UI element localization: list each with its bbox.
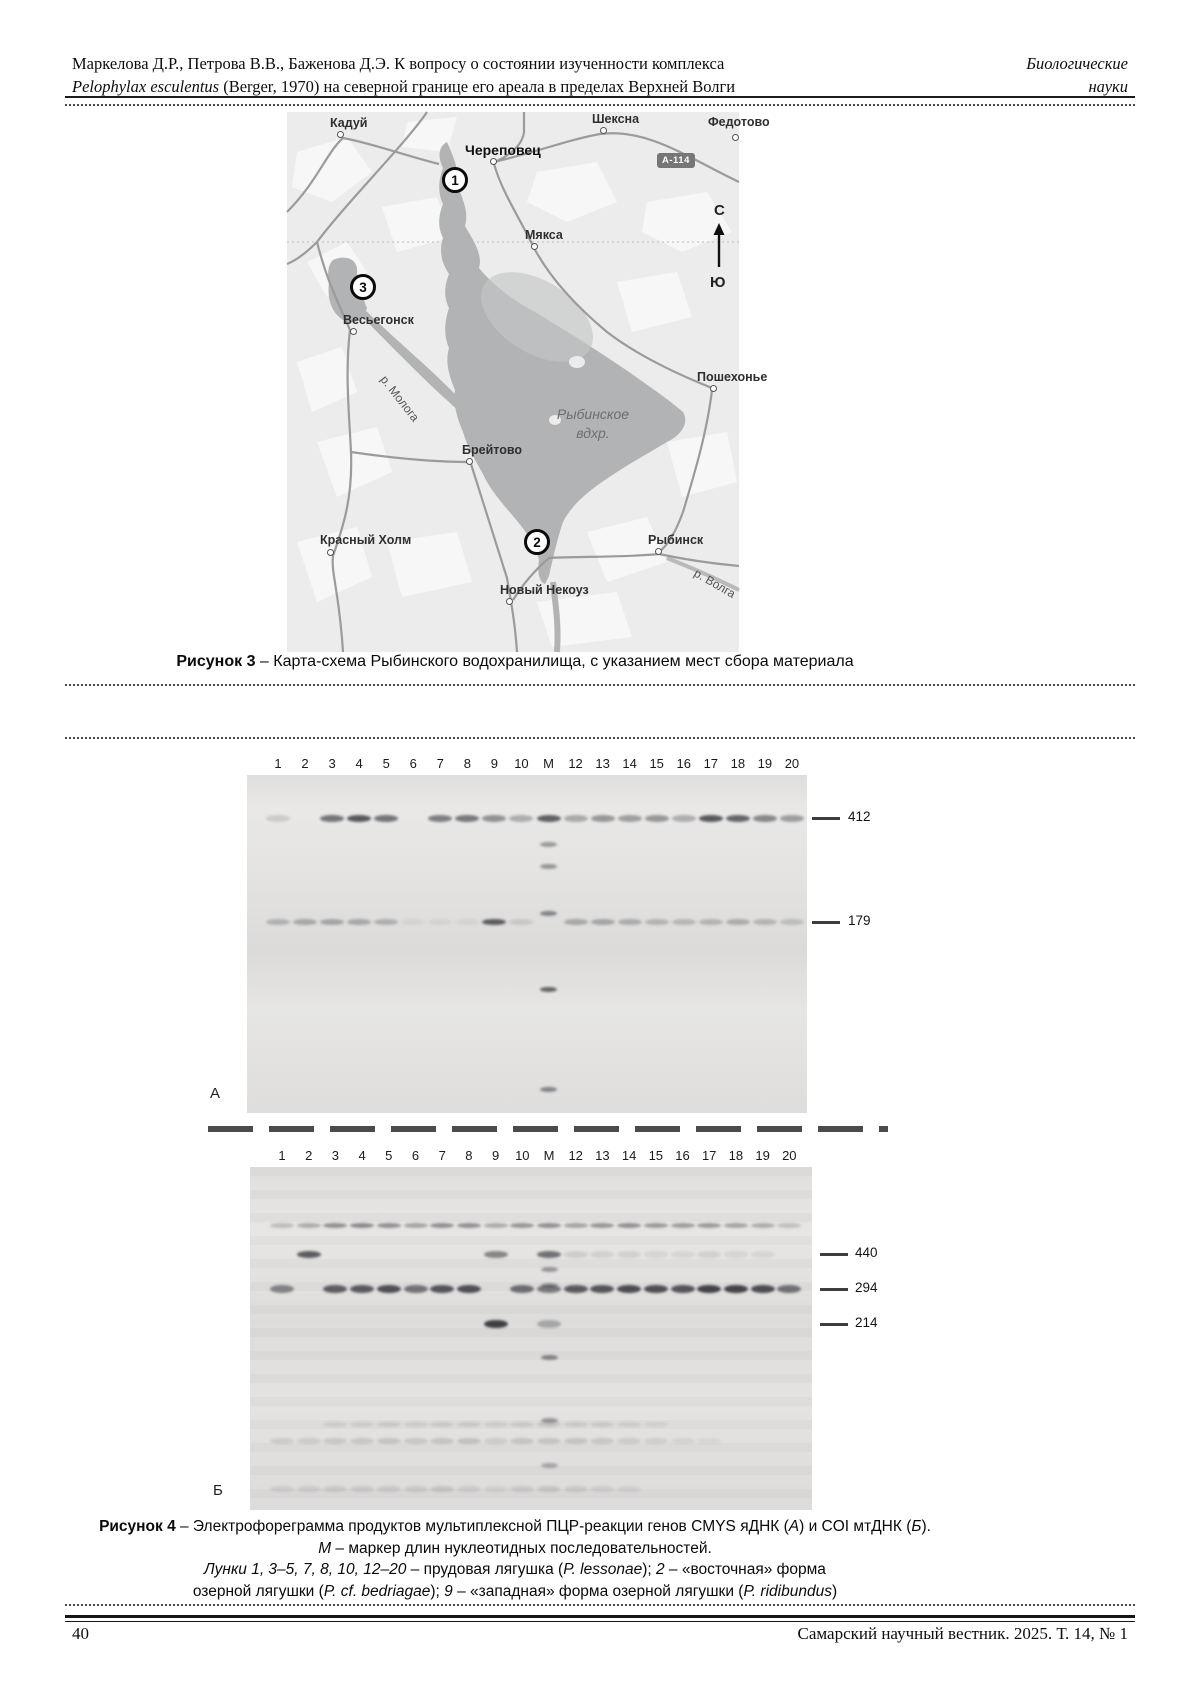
- map-town-dot: [531, 243, 538, 250]
- map-river-label: р. Волга: [691, 565, 738, 601]
- gel-band: [590, 1486, 614, 1492]
- figure4-caption-line3: [60, 1559, 970, 1581]
- header-line2: [72, 75, 872, 98]
- island: [569, 356, 585, 368]
- gel-band: [590, 1438, 614, 1444]
- gel-band: [323, 1438, 347, 1444]
- text-run: – «западная» форма озерной лягушки (: [452, 1582, 744, 1600]
- gel-band: [484, 1251, 508, 1258]
- gel-band: [644, 1223, 668, 1228]
- gel-band: [644, 1251, 668, 1258]
- gel-band: [590, 1251, 614, 1258]
- gel-band: [726, 815, 750, 822]
- figure4-caption: [60, 1516, 970, 1602]
- gel-band: [510, 1422, 534, 1427]
- footer-rule: [65, 1615, 1135, 1622]
- gel-band: [270, 1285, 294, 1293]
- size-marker-tick: [820, 1253, 848, 1256]
- lane-label: 15: [648, 1148, 664, 1163]
- gel-band: [537, 815, 561, 822]
- lane-label: 20: [784, 756, 800, 771]
- map-town-label: Череповец: [465, 142, 541, 158]
- gel-band: [617, 1285, 641, 1293]
- map-town-label: Федотово: [708, 115, 770, 129]
- section-dotted-rule-2: [65, 737, 1135, 739]
- gel-band: [455, 919, 479, 925]
- text-run: – «восточная» форма: [664, 1561, 826, 1578]
- size-marker-tick: [820, 1288, 848, 1291]
- map-town-dot: [600, 127, 607, 134]
- gel-band: [377, 1223, 401, 1228]
- gel-band: [484, 1320, 508, 1328]
- map-town-label: Весьегонск: [343, 313, 414, 327]
- compass-north-label: С: [714, 202, 725, 219]
- gel-band: [671, 1223, 695, 1228]
- map-town-dot: [327, 549, 334, 556]
- gel-band: [350, 1422, 374, 1427]
- gel-band: [266, 815, 290, 822]
- gel-band: [457, 1486, 481, 1492]
- gel-band: [297, 1223, 321, 1228]
- gel-band: [350, 1438, 374, 1444]
- lane-label: 9: [490, 756, 499, 771]
- gel-band: [564, 1223, 588, 1228]
- map-town-label: Красный Холм: [320, 533, 412, 547]
- lane-label: 7: [438, 1148, 446, 1163]
- gel-band: [697, 1438, 721, 1444]
- gel-band: [780, 919, 804, 925]
- text-run: озерной лягушки (: [192, 1582, 324, 1600]
- gel-band: [455, 815, 479, 822]
- gel-band: [591, 919, 615, 925]
- map-river-label: р. Молога: [377, 372, 423, 425]
- gel-band: [484, 1486, 508, 1492]
- gel-band: [537, 1438, 561, 1444]
- gel-band: [457, 1438, 481, 1444]
- lane-label: 20: [782, 1148, 797, 1163]
- gel-band: [266, 919, 290, 925]
- gel-band: [377, 1438, 401, 1444]
- gel-band: [697, 1223, 721, 1228]
- gel-band: [510, 1438, 534, 1444]
- text-run: М: [318, 1539, 332, 1557]
- gel-band: [377, 1486, 401, 1492]
- collection-site-marker-3: 3: [350, 274, 376, 300]
- header-section-line1: Биологические: [1026, 54, 1128, 73]
- gel-band: [777, 1223, 801, 1228]
- gel-band: [751, 1251, 775, 1258]
- gel-band: [270, 1223, 294, 1228]
- lane-label: 7: [436, 756, 444, 771]
- lane-label: 9: [491, 1148, 500, 1163]
- reservoir-label: Рыбинское вдхр.: [556, 406, 630, 441]
- gel-band: [541, 1267, 558, 1272]
- gel-band: [777, 1285, 801, 1293]
- gel-band: [564, 1422, 588, 1427]
- gel-band: [753, 815, 777, 822]
- map-town-dot: [466, 458, 473, 465]
- gel-band: [751, 1285, 775, 1293]
- gel-band: [645, 919, 669, 925]
- collection-site-marker-2: 2: [524, 529, 550, 555]
- size-marker-tick: [812, 921, 840, 924]
- gel-b-image: [250, 1167, 812, 1510]
- size-marker-tick: [812, 817, 840, 820]
- gel-band: [617, 1438, 641, 1444]
- gel-band: [347, 815, 371, 822]
- lane-label: 14: [622, 756, 637, 771]
- lane-label: 6: [409, 756, 417, 771]
- text-run: – Карта-схема Рыбинского водохранилища, с указанием мест сбора материала: [255, 653, 854, 670]
- gel-band: [404, 1438, 428, 1444]
- gel-panel-b-figure: [213, 1148, 878, 1510]
- gel-band: [428, 919, 452, 925]
- gel-panel-letter: А: [210, 1085, 221, 1102]
- text-run: А: [788, 1518, 800, 1535]
- map-town-label: Брейтово: [462, 443, 523, 457]
- gel-band: [724, 1251, 748, 1258]
- gel-band: [457, 1285, 481, 1293]
- text-run: Рисунок 3: [176, 653, 256, 670]
- gel-band: [404, 1285, 428, 1293]
- gel-band: [618, 919, 642, 925]
- gel-band: [350, 1285, 374, 1293]
- gel-band: [780, 815, 804, 822]
- gel-band: [297, 1438, 321, 1444]
- lane-label: 3: [328, 756, 336, 771]
- lane-label: M: [543, 756, 554, 771]
- road-badge-a114: А-114: [657, 153, 695, 168]
- text-run: );: [642, 1561, 656, 1578]
- gel-band: [297, 1486, 321, 1492]
- header-section: [900, 52, 1128, 98]
- gel-band: [509, 815, 533, 822]
- gel-band: [617, 1251, 641, 1258]
- gel-band: [430, 1422, 454, 1427]
- compass-arrow-icon: [712, 223, 726, 269]
- text-run: P. ridibundus: [743, 1582, 832, 1600]
- gel-band: [564, 1438, 588, 1444]
- gel-band: [617, 1422, 641, 1427]
- gel-band: [541, 1355, 558, 1360]
- size-marker-label: 214: [855, 1315, 878, 1331]
- lane-label: 10: [515, 1148, 530, 1163]
- lane-label: 13: [595, 1148, 610, 1163]
- gel-band: [350, 1223, 374, 1228]
- gel-band: [699, 815, 723, 822]
- gel-band: [401, 919, 425, 925]
- lane-label: 12: [568, 756, 583, 771]
- lane-label: 19: [757, 756, 773, 771]
- header-dotted-rule: [65, 104, 1135, 106]
- text-run: ).: [921, 1518, 931, 1535]
- lane-label: 19: [755, 1148, 770, 1163]
- gel-band: [323, 1422, 347, 1427]
- map-town-dot: [655, 548, 662, 555]
- gel-band: [671, 1285, 695, 1293]
- gel-band: [320, 815, 344, 822]
- gel-band: [541, 1283, 558, 1288]
- size-marker-label: 412: [848, 809, 871, 825]
- gel-band: [644, 1285, 668, 1293]
- gel-band: [377, 1285, 401, 1293]
- lane-label: 18: [728, 1148, 744, 1163]
- page-number: 40: [72, 1624, 89, 1643]
- lane-label: 4: [358, 1148, 366, 1163]
- gel-band: [644, 1438, 668, 1444]
- text-run: Pelophylax esculentus: [72, 77, 220, 96]
- gel-band: [671, 1251, 695, 1258]
- size-marker-label: 294: [855, 1280, 878, 1296]
- map-town-label: Кадуй: [330, 116, 368, 130]
- gel-band: [540, 987, 557, 992]
- lane-label: 3: [331, 1148, 340, 1163]
- lane-label: 6: [411, 1148, 420, 1163]
- gel-band: [374, 919, 398, 925]
- gel-a-image: [247, 775, 807, 1113]
- gel-band: [540, 1087, 557, 1092]
- gel-divider-dashes: [208, 1126, 888, 1132]
- map-town-dot: [350, 328, 357, 335]
- gel-band: [320, 919, 344, 925]
- figure4-caption-line1: [60, 1516, 970, 1538]
- gel-band: [564, 1486, 588, 1492]
- lane-label: 5: [385, 1148, 393, 1163]
- gel-band: [540, 864, 557, 869]
- lane-label: 5: [382, 756, 390, 771]
- gel-band: [751, 1223, 775, 1228]
- map-town-label: Новый Некоуз: [500, 583, 589, 597]
- figure4-caption-line2: [60, 1538, 970, 1560]
- gel-band: [590, 1223, 614, 1228]
- size-marker-label: 179: [848, 913, 871, 929]
- gel-band: [457, 1422, 481, 1427]
- gel-band: [430, 1223, 454, 1228]
- header-author-title: [72, 52, 872, 98]
- text-run: – маркер длин нуклеотидных последовательностей.: [331, 1539, 712, 1557]
- lane-label: 1: [278, 1148, 286, 1163]
- header-section-line2: науки: [1088, 77, 1128, 96]
- lane-label: 16: [676, 756, 691, 771]
- text-run: );: [430, 1582, 445, 1600]
- map-town-label: Пошехонье: [697, 370, 768, 384]
- lane-label: 4: [355, 756, 363, 771]
- lane-label: 14: [621, 1148, 637, 1163]
- map-town-dot: [337, 131, 344, 138]
- gel-band: [671, 1438, 695, 1444]
- gel-band: [537, 1223, 561, 1228]
- text-run: ): [831, 1582, 838, 1600]
- lane-label: 1: [274, 756, 282, 771]
- gel-band: [753, 919, 777, 925]
- gel-band: [350, 1486, 374, 1492]
- gel-band: [509, 919, 533, 925]
- gel-panel-a-figure: [210, 756, 871, 1113]
- gel-band: [724, 1285, 748, 1293]
- gel-band: [430, 1438, 454, 1444]
- gel-band: [672, 815, 696, 822]
- gel-band: [484, 1438, 508, 1444]
- text-run: ) и COI мтДНК (: [799, 1518, 912, 1535]
- text-run: 9: [444, 1582, 453, 1600]
- gel-band: [617, 1223, 641, 1228]
- lane-label: 15: [649, 756, 664, 771]
- map-svg: [287, 112, 739, 652]
- gel-band: [537, 1251, 561, 1258]
- text-run: Б: [911, 1518, 922, 1535]
- gel-band: [540, 911, 557, 916]
- gel-band: [510, 1285, 534, 1293]
- gel-band: [457, 1223, 481, 1228]
- gel-band: [590, 1422, 614, 1427]
- lane-label: 8: [463, 756, 471, 771]
- gel-band: [564, 1251, 588, 1258]
- text-run: – прудовая лягушка (: [406, 1561, 564, 1578]
- gel-band: [270, 1438, 294, 1444]
- gel-band: [672, 919, 696, 925]
- gel-band: [482, 919, 506, 925]
- gel-panel-letter: Б: [213, 1482, 223, 1499]
- lane-label: 8: [465, 1148, 473, 1163]
- gel-band: [484, 1422, 508, 1427]
- size-marker-tick: [820, 1323, 848, 1326]
- gel-band: [541, 1463, 558, 1468]
- text-run: 1, 3–5, 7, 8, 10, 12–20: [251, 1561, 407, 1578]
- gel-band: [323, 1285, 347, 1293]
- gel-band: [644, 1422, 668, 1427]
- text-run: Маркелова Д.Р., Петрова В.В., Баженова Д.Э. К вопросу о состоянии изученности комплекса: [72, 54, 725, 73]
- figure4-caption-line4: [60, 1581, 970, 1603]
- gel-band: [404, 1223, 428, 1228]
- gel-band: [537, 1486, 561, 1492]
- lane-label: 16: [675, 1148, 690, 1163]
- gel-band: [323, 1486, 347, 1492]
- gel-band: [428, 815, 452, 822]
- gel-band: [726, 919, 750, 925]
- size-marker-label: 440: [855, 1245, 878, 1261]
- footer-dotted-rule: [65, 1604, 1135, 1606]
- gel-band: [617, 1486, 641, 1492]
- map-town-dot: [732, 134, 739, 141]
- lane-label: 13: [595, 756, 610, 771]
- gel-band: [699, 919, 723, 925]
- text-run: (Berger, 1970) на северной границе его ареала в пределах Верхней Волги: [219, 77, 736, 96]
- gel-band: [347, 919, 371, 925]
- gel-band: [293, 919, 317, 925]
- gel-band: [430, 1486, 454, 1492]
- gel-band: [618, 815, 642, 822]
- gel-band: [537, 1320, 561, 1328]
- gel-band: [482, 815, 506, 822]
- text-run: Рисунок 4: [99, 1518, 176, 1535]
- lane-label: 2: [305, 1148, 313, 1163]
- text-run: – Электрофореграмма продуктов мультиплексной ПЦР-реакции генов CMYS яДНК (: [175, 1518, 789, 1535]
- gel-band: [540, 842, 557, 847]
- text-run: P. cf. bedriagae: [323, 1582, 431, 1600]
- gel-band: [564, 919, 588, 925]
- map-town-label: Рыбинск: [648, 533, 704, 547]
- map-town-dot: [710, 385, 717, 392]
- map-town-dot: [506, 598, 513, 605]
- header-rule: [65, 96, 1135, 98]
- journal-footer: Самарский научный вестник. 2025. Т. 14, № 1: [797, 1624, 1128, 1643]
- section-dotted-rule-1: [65, 684, 1135, 686]
- gel-band: [697, 1251, 721, 1258]
- gel-band: [374, 815, 398, 822]
- map-town-label: Мякса: [525, 228, 563, 242]
- gel-band: [430, 1285, 454, 1293]
- lane-label: 18: [730, 756, 746, 771]
- map-figure: [287, 112, 770, 652]
- lane-label: 10: [514, 756, 529, 771]
- gel-band: [697, 1285, 721, 1293]
- gel-band: [590, 1285, 614, 1293]
- text-run: Лунки: [204, 1561, 252, 1578]
- lane-label: 17: [703, 756, 719, 771]
- lane-label: 17: [701, 1148, 717, 1163]
- gel-band: [510, 1223, 534, 1228]
- gel-band: [404, 1422, 428, 1427]
- gel-band: [724, 1223, 748, 1228]
- lane-label: M: [543, 1148, 555, 1163]
- gel-band: [297, 1251, 321, 1258]
- text-run: P. lessonae: [563, 1561, 643, 1578]
- text-run: 2: [655, 1561, 665, 1578]
- gel-band: [270, 1486, 294, 1492]
- gel-band: [510, 1486, 534, 1492]
- gel-band: [404, 1486, 428, 1492]
- figure3-caption: [65, 651, 965, 673]
- gel-band: [591, 815, 615, 822]
- gel-band: [564, 1285, 588, 1293]
- compass-south-label: Ю: [710, 274, 726, 291]
- gel-band: [484, 1223, 508, 1228]
- gel-band: [323, 1223, 347, 1228]
- gel-band: [377, 1422, 401, 1427]
- map-town-dot: [490, 158, 497, 165]
- lane-label: 2: [301, 756, 309, 771]
- gel-band: [564, 815, 588, 822]
- header-line1: [72, 52, 872, 75]
- gel-band: [645, 815, 669, 822]
- collection-site-marker-1: 1: [442, 167, 468, 193]
- map-town-label: Шексна: [592, 112, 640, 126]
- lane-label: 12: [568, 1148, 583, 1163]
